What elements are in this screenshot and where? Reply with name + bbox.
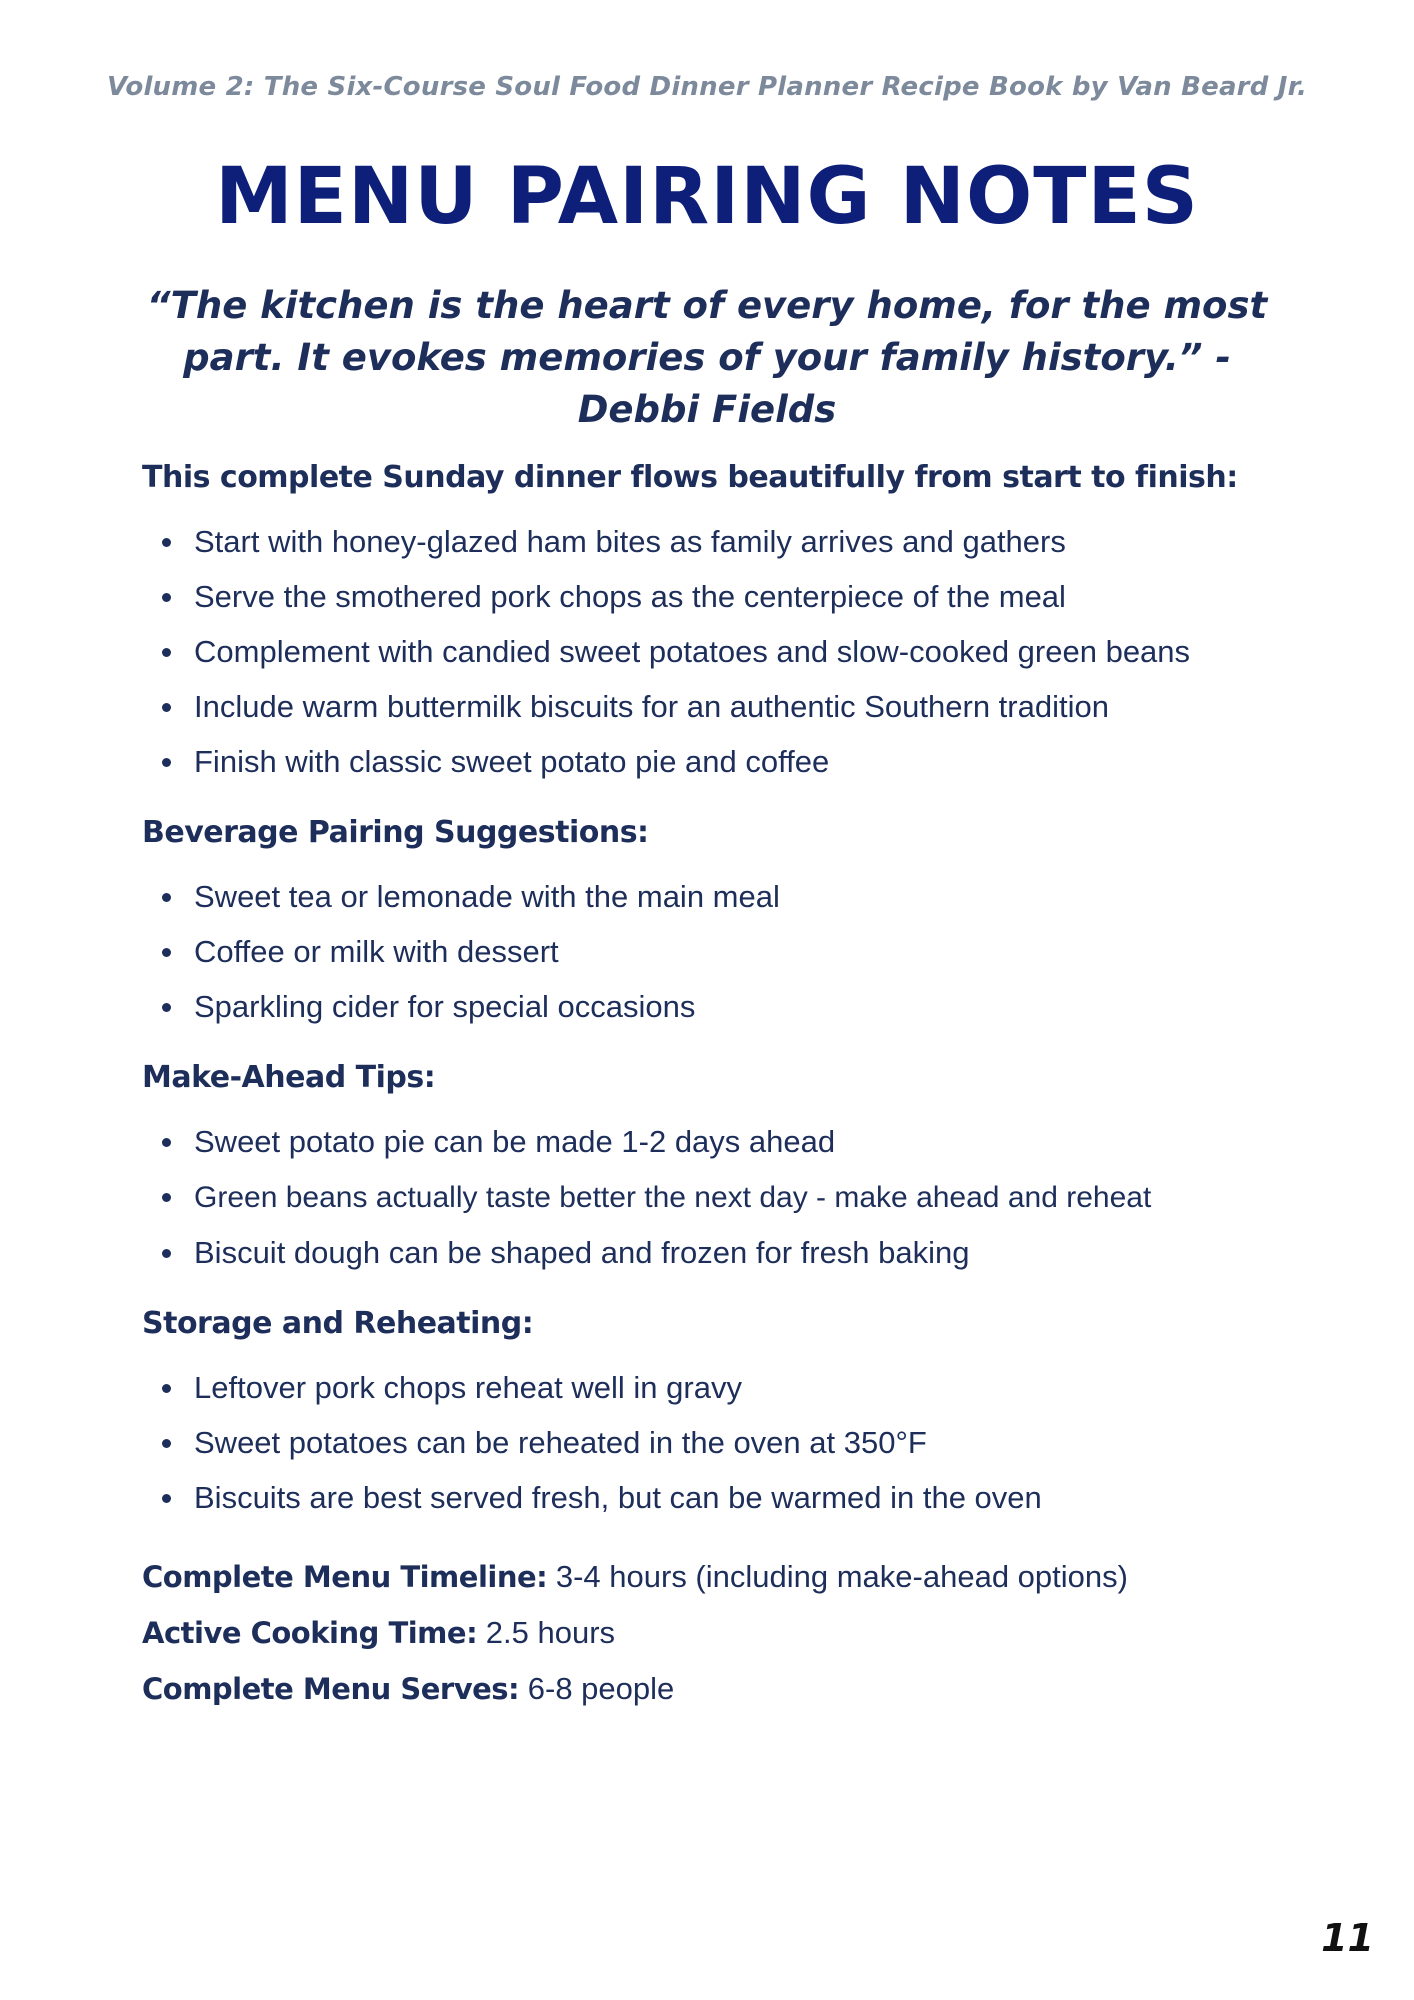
- content: [142, 458, 1342, 1717]
- quote: “The kitchen is the heart of every home, for the most part. It evokes memories of your family history.” - Debbi Fields: [146, 284, 1268, 431]
- serves-value: 6-8 people: [527, 1671, 675, 1706]
- list-item-text: Sweet potato pie can be made 1-2 days ahead: [194, 1124, 836, 1159]
- section-heading: Beverage Pairing Suggestions:: [142, 815, 649, 850]
- list-item: [142, 1169, 1342, 1225]
- page-title: MENU PAIRING NOTES: [215, 152, 1199, 242]
- section-heading: Make-Ahead Tips:: [142, 1060, 436, 1095]
- bullet-icon: [162, 1439, 171, 1448]
- list-item-text: Sparkling cider for special occasions: [194, 989, 696, 1024]
- section-storage-reheating: [142, 1304, 1342, 1525]
- bullet-icon: [162, 1193, 171, 1202]
- list-item: [142, 979, 1342, 1034]
- bullet-icon: [162, 648, 171, 657]
- section-sunday-dinner-flow: [142, 458, 1342, 789]
- timeline-line: [142, 1549, 1342, 1605]
- list-item: [142, 569, 1342, 624]
- list-item: [142, 1415, 1342, 1470]
- serves-line: [142, 1661, 1342, 1717]
- list-item: [142, 624, 1342, 679]
- list-item-text: Coffee or milk with dessert: [194, 934, 559, 969]
- list-item: [142, 734, 1342, 789]
- bullet-list: [142, 1114, 1342, 1280]
- list-item: [142, 924, 1342, 979]
- timeline-label: Complete Menu Timeline:: [142, 1560, 548, 1594]
- list-item-text: Finish with classic sweet potato pie and coffee: [194, 744, 830, 779]
- bullet-icon: [162, 1249, 171, 1258]
- bullet-icon: [162, 948, 171, 957]
- list-item-text: Biscuit dough can be shaped and frozen for fresh baking: [194, 1235, 970, 1270]
- list-item-text: Sweet tea or lemonade with the main meal: [194, 879, 780, 914]
- section-heading: Storage and Reheating:: [142, 1306, 534, 1341]
- serves-label: Complete Menu Serves:: [142, 1672, 520, 1706]
- bullet-icon: [162, 538, 171, 547]
- section-beverage-pairing: [142, 813, 1342, 1034]
- bullet-list: [142, 1360, 1342, 1525]
- section-heading: This complete Sunday dinner flows beautifully from start to finish:: [142, 460, 1238, 495]
- page-number: 11: [1321, 1916, 1374, 1960]
- active-time-value: 2.5 hours: [485, 1615, 616, 1650]
- list-item-text: Start with honey-glazed ham bites as family arrives and gathers: [194, 524, 1066, 559]
- bullet-icon: [162, 1003, 171, 1012]
- bullet-icon: [162, 893, 171, 902]
- list-item-text: Leftover pork chops reheat well in gravy: [194, 1370, 742, 1405]
- list-item-text: Serve the smothered pork chops as the centerpiece of the meal: [194, 579, 1066, 614]
- bullet-icon: [162, 1494, 171, 1503]
- bullet-list: [142, 869, 1342, 1034]
- list-item-text: Complement with candied sweet potatoes and slow-cooked green beans: [194, 634, 1191, 669]
- bullet-icon: [162, 758, 171, 767]
- list-item-text: Sweet potatoes can be reheated in the oven at 350°F: [194, 1425, 927, 1460]
- section-make-ahead-tips: [142, 1058, 1342, 1280]
- bullet-icon: [162, 703, 171, 712]
- bullet-icon: [162, 593, 171, 602]
- list-item: [142, 1114, 1342, 1169]
- list-item: [142, 1360, 1342, 1415]
- bullet-list: [142, 514, 1342, 789]
- list-item: [142, 1470, 1342, 1525]
- active-time-label: Active Cooking Time:: [142, 1616, 478, 1650]
- list-item-text: Biscuits are best served fresh, but can be warmed in the oven: [194, 1480, 1042, 1515]
- list-item: [142, 514, 1342, 569]
- list-item-text: Green beans actually taste better the next day - make ahead and reheat: [194, 1181, 1152, 1214]
- list-item-text: Include warm buttermilk biscuits for an authentic Southern tradition: [194, 689, 1109, 724]
- bullet-icon: [162, 1138, 171, 1147]
- list-item: [142, 869, 1342, 924]
- book-header: Volume 2: The Six-Course Soul Food Dinner Planner Recipe Book by Van Beard Jr.: [106, 72, 1308, 102]
- bullet-icon: [162, 1384, 171, 1393]
- active-time-line: [142, 1605, 1342, 1661]
- list-item: [142, 679, 1342, 734]
- timeline-value: 3-4 hours (including make-ahead options): [555, 1559, 1128, 1594]
- list-item: [142, 1225, 1342, 1280]
- menu-summary: [142, 1549, 1342, 1717]
